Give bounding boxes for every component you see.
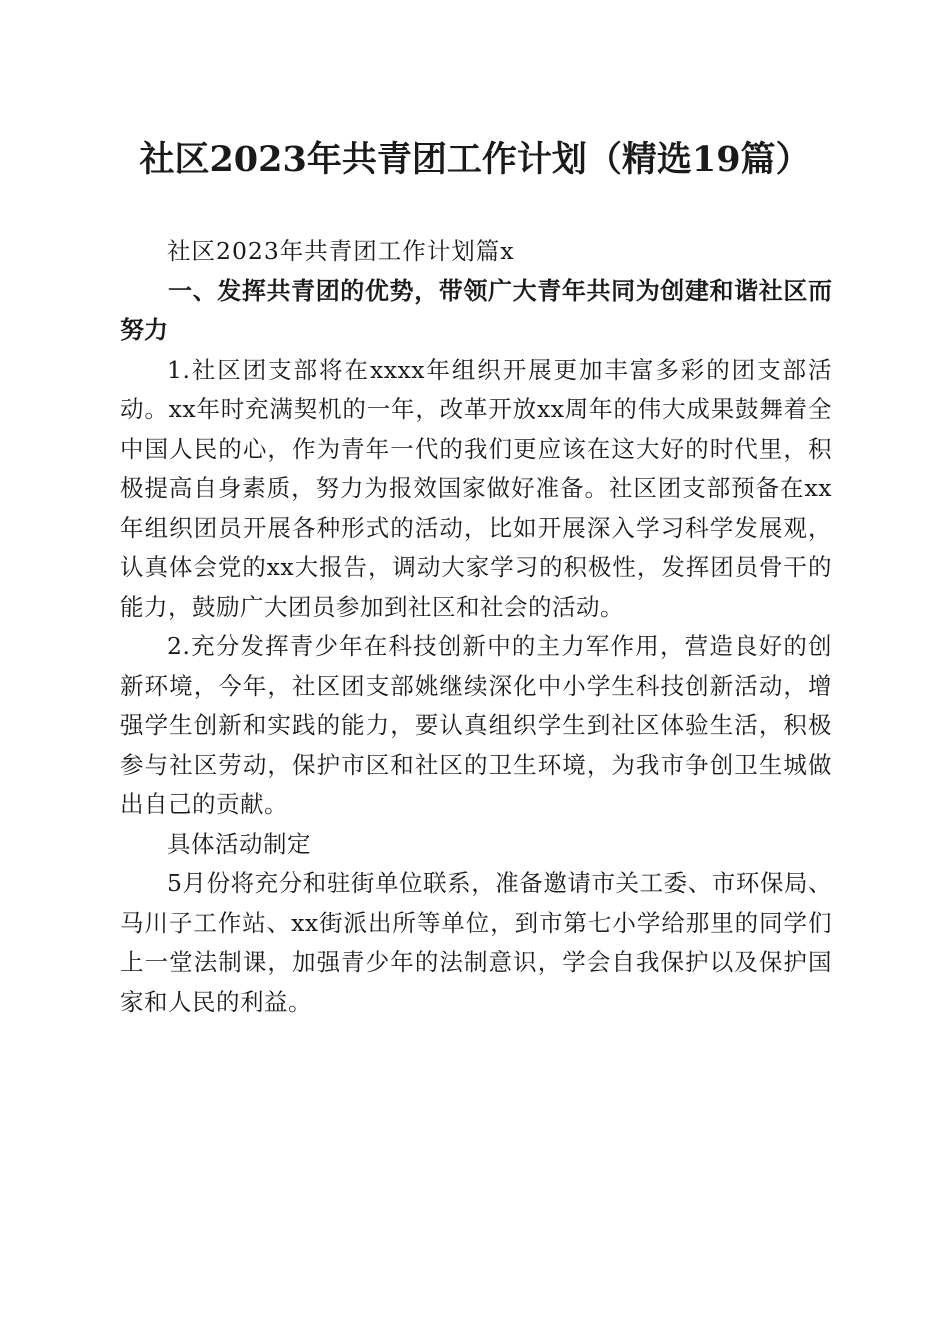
document-body bbox=[120, 232, 832, 1022]
document-subtitle: 社区2023年共青团工作计划篇x bbox=[167, 237, 515, 265]
activity-heading: 具体活动制定 bbox=[167, 829, 311, 858]
paragraph-2: 2.充分发挥青少年在科技创新中的主力军作用，营造良好的创新环境，今年，社区团支部姚继续深化中小学生科技创新活动，增强学生创新和实践的能力，要认真组织学生到社区体验生活，积极参与社区劳动，保护市区和社区的卫生环境，为我市争创卫生城做出自己的贡献。 bbox=[120, 632, 832, 818]
paragraph-1: 1.社区团支部将在xxxx年组织开展更加丰富多彩的团支部活动。xx年时充满契机的一年，改革开放xx周年的伟大成果鼓舞着全中国人民的心，作为青年一代的我们更应该在这大好的时代里，积极提高自身素质，努力为报效国家做好准备。社区团支部预备在xx年组织团员开展各种形式的活动，比如开展深入学习科学发展观，认真体会党的xx大报告，调动大家学习的积极性，发挥团员骨干的能力，鼓励广大团员参加到社区和社会的活动。 bbox=[120, 355, 832, 621]
paragraph-3: 5月份将充分和驻街单位联系，准备邀请市关工委、市环保局、马川子工作站、xx街派出所等单位，到市第七小学给那里的同学们上一堂法制课，加强青少年的法制意识，学会自我保护以及保护国家和人民的利益。 bbox=[120, 869, 832, 1016]
section-heading: 一、发挥共青团的优势，带领广大青年共同为创建和谐社区而努力 bbox=[120, 276, 832, 344]
document-title: 社区2023年共青团工作计划（精选19篇） bbox=[139, 139, 811, 180]
